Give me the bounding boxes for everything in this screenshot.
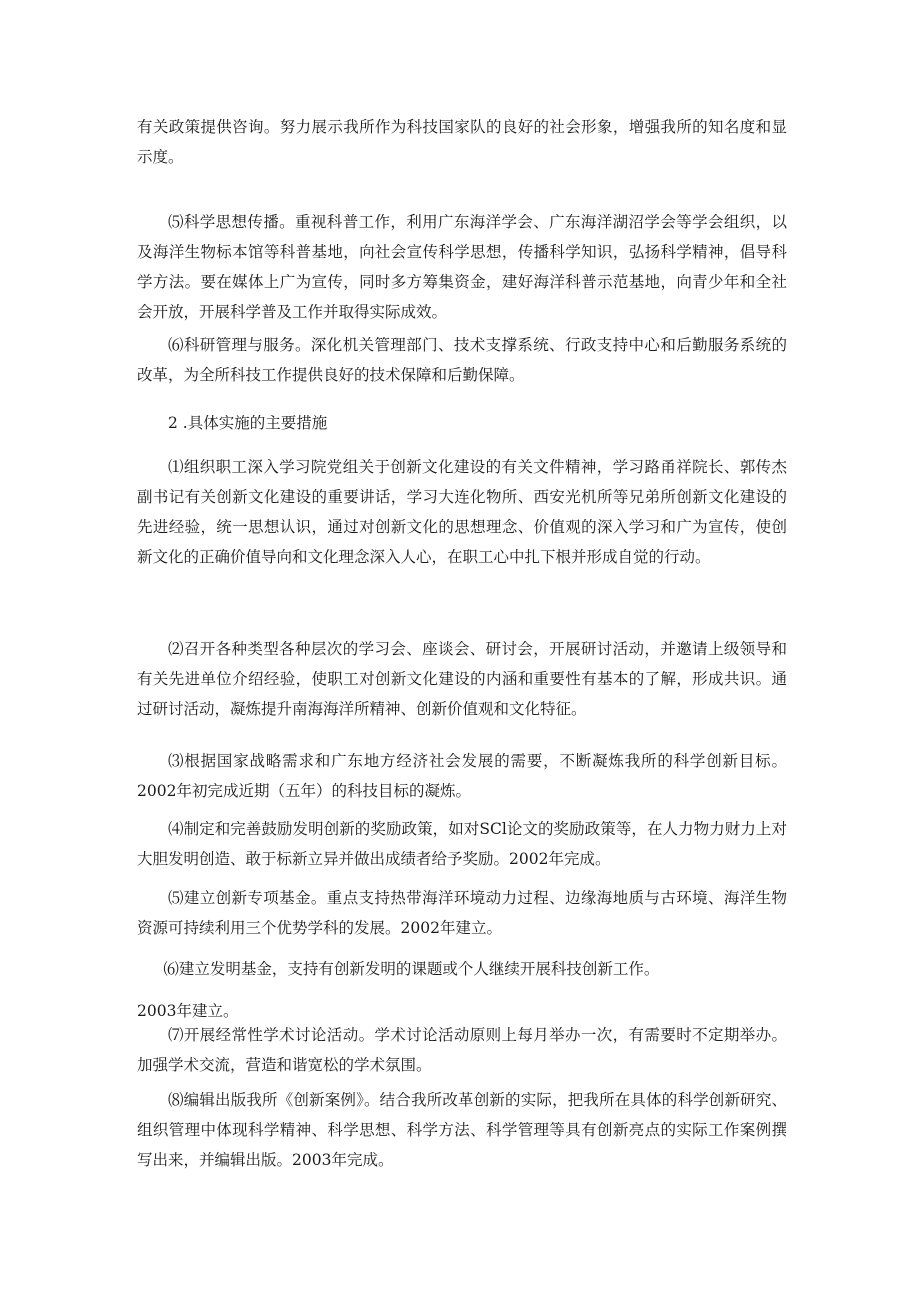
paragraph-measure-2: ⑵召开各种类型各种层次的学习会、座谈会、研讨会，开展研讨活动，并邀请上级领导和有关先进单位介绍经验，使职工对创新文化建设的内涵和重要性有基本的了解，形成共识。通过研讨活动，凝炼提升南海海洋所精神、创新价值观和文化特征。 — [137, 640, 787, 718]
paragraph-science-dissemination: ⑸科学思想传播。重视科普工作，利用广东海洋学会、广东海洋湖沼学会等学会组织，以及海洋生物标本馆等科普基地，向社会宣传科学思想，传播科学知识，弘扬科学精神，倡导科学方法。要在媒体上广为宣传，同时多方筹集资金，建好海洋科普示范基地，向青少年和全社会开放，开展科学普及工作并取得实际成效。 — [137, 213, 787, 321]
paragraph-measure-5: ⑸建立创新专项基金。重点支持热带海洋环境动力过程、边缘海地质与古环境、海洋生物资源可持续利用三个优势学科的发展。2002年建立。 — [137, 889, 787, 937]
paragraph-measure-6: ⑹建立发明基金，支持有创新发明的课题或个人继续开展科技创新工作。 — [163, 960, 660, 978]
paragraph-measure-1: ⑴组织职工深入学习院党组关于创新文化建设的有关文件精神，学习路甬祥院长、郭传杰副书记有关创新文化建设的重要讲话，学习大连化物所、西安光机所等兄弟所创新文化建设的先进经验，统一思想认识，通过对创新文化的思想理念、价值观的深入学习和广为宣传，使创新文化的正确价值导向和文化理念深入人心，在职工心中扎下根并形成自觉的行动。 — [137, 458, 787, 566]
paragraph-measure-8: ⑻编辑出版我所《创新案例》。结合我所改革创新的实际，把我所在具体的科学创新研究、组织管理中体现科学精神、科学思想、科学方法、科学管理等具有创新亮点的实际工作案例撰写出来，并编辑出版。2003年完成。 — [137, 1091, 787, 1169]
paragraph-policy-consulting: 有关政策提供咨询。努力展示我所作为科技国家队的良好的社会形象，增强我所的知名度和显示度。 — [137, 118, 787, 166]
section-heading-measures: 2 .具体实施的主要措施 — [168, 414, 328, 432]
paragraph-research-management: ⑹科研管理与服务。深化机关管理部门、技术支撑系统、行政支持中心和后勤服务系统的改革，为全所科技工作提供良好的技术保障和后勤保障。 — [137, 336, 787, 384]
paragraph-measure-6-year: 2003年建立。 — [137, 1002, 239, 1020]
paragraph-measure-7: ⑺开展经常性学术讨论活动。学术讨论活动原则上每月举办一次，有需要时不定期举办。加强学术交流，营造和谐宽松的学术氛围。 — [137, 1026, 787, 1074]
paragraph-measure-4: ⑷制定和完善鼓励发明创新的奖励政策，如对SCl论文的奖励政策等，在人力物力财力上对大胆发明创造、敢于标新立异并做出成绩者给予奖励。2002年完成。 — [137, 820, 787, 868]
paragraph-measure-3: ⑶根据国家战略需求和广东地方经济社会发展的需要，不断凝炼我所的科学创新目标。2002年初完成近期（五年）的科技目标的凝炼。 — [137, 752, 787, 800]
